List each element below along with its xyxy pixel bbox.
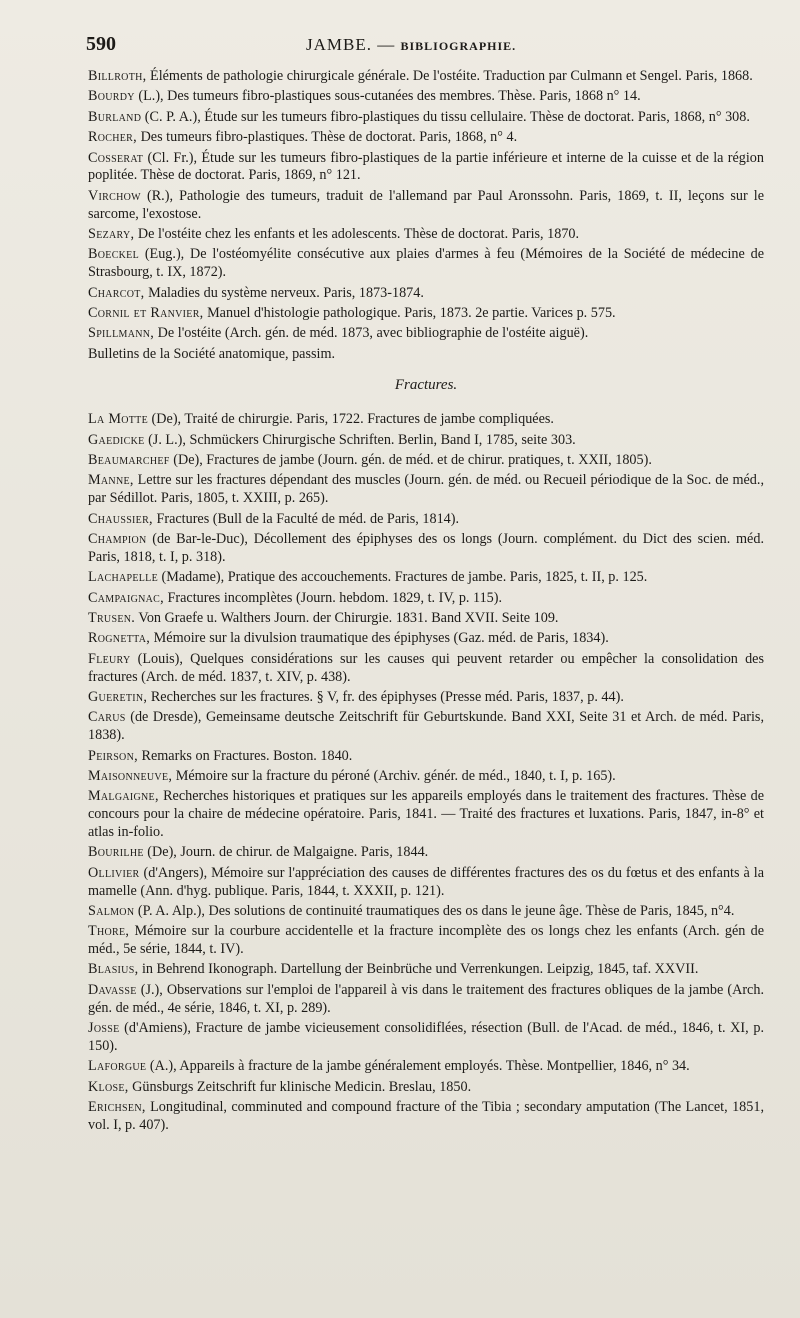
entry-text: (C. P. A.), Étude sur les tumeurs fibro-plastiques du tissu cellulaire. Thèse de doctorat. Paris, 1868, n° 308. — [141, 108, 750, 125]
bibliography-entry — [88, 246, 764, 282]
entry-author: Burland — [88, 108, 142, 125]
bibliography-entry — [88, 590, 764, 608]
entry-text: (A.), Appareils à fracture de la jambe généralement employés. Thèse. Montpellier, 1846, n° 34. — [146, 1058, 690, 1075]
entry-text: Des tumeurs fibro-plastiques. Thèse de doctorat. Paris, 1868, n° 4. — [137, 129, 518, 146]
entry-author: Champion — [88, 531, 147, 548]
running-title-dash: — — [377, 35, 396, 54]
entry-text: Bulletins de la Société anatomique, passim. — [88, 345, 336, 362]
bibliography-entry — [88, 748, 764, 766]
bibliography-entry — [88, 1079, 764, 1097]
bibliography-entry — [88, 709, 764, 745]
entry-text: (Madame), Pratique des accouchements. Fractures de jambe. Paris, 1825, t. II, p. 125. — [158, 569, 648, 586]
entry-text: Mémoire sur la courbure accidentelle et la fracture incomplète des os longs chez les enfants (Arch. gén de méd., 5e série, 1844, t. IV). — [88, 923, 764, 958]
bibliography-entry — [88, 150, 764, 186]
entry-text: (De), Journ. de chirur. de Malgaigne. Paris, 1844. — [143, 844, 429, 861]
entry-text: (Eug.), De l'ostéomyélite consécutive aux plaies d'armes à feu (Mémoires de la Société de médecine de Strasbourg, t. IX, 1872). — [88, 246, 764, 281]
entry-author: Spillmann, — [88, 325, 155, 342]
entry-author: Charcot, — [88, 284, 145, 301]
bibliography-entry — [88, 531, 764, 567]
bibliography-entry — [88, 432, 764, 450]
bibliography-entry — [88, 68, 764, 86]
bibliography-entry — [88, 903, 764, 921]
entry-text: (J. L.), Schmückers Chirurgische Schriften. Berlin, Band I, 1785, seite 303. — [144, 431, 576, 448]
bibliography-entry — [88, 1058, 764, 1076]
entry-text: Longitudinal, comminuted and compound fracture of the Tibia ; secondary amputation (The Lancet, 1851, vol. I, p. 407). — [88, 1099, 764, 1133]
bibliography — [88, 68, 764, 1137]
entry-text: Remarks on Fractures. Boston. 1840. — [137, 747, 353, 764]
bibliography-entry — [88, 865, 764, 901]
entry-author: Sezary, — [88, 225, 135, 242]
entry-text: Von Graefe u. Walthers Journ. der Chirurgie. 1831. Band XVII. Seite 109. — [135, 610, 559, 626]
bibliography-entry — [88, 1099, 764, 1135]
entry-author: Gaedicke — [88, 431, 145, 448]
entry-author: Manne, — [88, 472, 134, 489]
entry-text: (Louis), Quelques considérations sur les causes qui peuvent retarder ou empêcher la consolidation des fractures (Arch. de méd. 1837, t. XIV, p. 438). — [88, 650, 764, 685]
entry-text: (De), Fractures de jambe (Journ. gén. de méd. et de chirur. pratiques, t. XXII, 1805). — [169, 452, 652, 469]
entry-text: (Cl. Fr.), Étude sur les tumeurs fibro-plastiques de la partie inférieure et interne de la cuisse et de la région poplitée. Thèse de doctorat. Paris, 1869, n° 121. — [88, 149, 764, 184]
bibliography-entry — [88, 844, 764, 862]
entry-author: Chaussier, — [88, 510, 153, 527]
entry-text: (R.), Pathologie des tumeurs, traduit de l'allemand par Paul Aronssohn. Paris, 1869, t. II, leçons sur le sarcome, l'exostose. — [88, 187, 764, 222]
entry-author: Rognetta, — [88, 630, 151, 647]
bibliography-entry — [88, 109, 764, 127]
running-title-main: JAMBE. — [306, 35, 372, 54]
entry-author: Josse — [88, 1020, 120, 1037]
entry-text: Recherches historiques et pratiques sur les appareils employés dans le traitement des fractures. Thèse de concours pour la chaire de médecine opératoire. Paris, 1841. — Traité des fractures et luxations. Paris, 1847, in-8° et atlas in-folio. — [88, 788, 764, 840]
bibliography-entry — [88, 325, 764, 343]
bibliography-entry — [88, 788, 764, 841]
entry-author: Maisonneuve, — [88, 767, 173, 784]
entry-author: Boeckel — [88, 246, 140, 263]
entry-text: Lettre sur les fractures dépendant des muscles (Journ. gén. de méd. ou Recueil périodique de la Soc. de méd., par Sédillot. Paris, 1805, t. XXIII, p. 265). — [88, 472, 764, 507]
entry-author: Gueretin, — [88, 688, 148, 705]
entry-text: Fractures (Bull de la Faculté de méd. de Paris, 1814). — [152, 510, 460, 527]
bibliography-entry — [88, 768, 764, 786]
bibliography-entry — [88, 411, 764, 429]
bibliography-entry — [88, 630, 764, 648]
entry-author: Peirson, — [88, 747, 138, 764]
bibliography-entry — [88, 305, 764, 323]
running-title-sub: BIBLIOGRAPHIE. — [400, 39, 517, 53]
entry-text: (d'Amiens), Fracture de jambe vicieusement consolidiflées, résection (Bull. de l'Acad. de méd., 1846, t. XI, p. 150). — [88, 1020, 764, 1054]
bibliography-entry — [88, 226, 764, 244]
entry-text: in Behrend Ikonograph. Dartellung der Beinbrüche und Verrenkungen. Leipzig, 1845, taf. XXVII. — [138, 961, 699, 978]
entry-author: Rocher, — [88, 129, 138, 146]
entry-author: Thore, — [88, 923, 130, 940]
bibliography-entry — [88, 961, 764, 979]
entry-author: Davasse — [88, 981, 137, 998]
bibliography-section-fractures — [88, 411, 764, 1134]
entry-author: Malgaigne, — [88, 788, 159, 805]
bibliography-entry — [88, 689, 764, 707]
bibliography-entry — [88, 452, 764, 470]
entry-author: Salmon — [88, 902, 135, 919]
entry-author: Billroth, — [88, 68, 147, 84]
bibliography-entry — [88, 285, 764, 303]
entry-author: La Motte — [88, 411, 148, 428]
section-title-fractures: Fractures. — [394, 377, 458, 394]
entry-text: (De), Traité de chirurgie. Paris, 1722. Fractures de jambe compliquées. — [148, 411, 554, 428]
bibliography-entry — [88, 346, 764, 364]
entry-author: Lachapelle — [88, 569, 158, 586]
entry-text: Günsburgs Zeitschrift fur klinische Medicin. Breslau, 1850. — [128, 1078, 472, 1095]
entry-text: De l'ostéite (Arch. gén. de méd. 1873, avec bibliographie de l'ostéite aiguë). — [154, 325, 589, 342]
entry-text: (de Dresde), Gemeinsame deutsche Zeitschrift für Geburtskunde. Band XXI, Seite 31 et Arch. de méd. Paris, 1838). — [88, 709, 764, 744]
running-title — [306, 35, 516, 55]
entry-author: Fleury — [88, 650, 131, 667]
bibliography-entry — [88, 472, 764, 508]
entry-text: De l'ostéite chez les enfants et les adolescents. Thèse de doctorat. Paris, 1870. — [134, 225, 580, 242]
entry-author: Ollivier — [88, 864, 140, 881]
entry-text: Manuel d'histologie pathologique. Paris, 1873. 2e partie. Varices p. 575. — [203, 304, 616, 321]
entry-author: Blasius, — [88, 961, 139, 978]
entry-author: Laforgue — [88, 1058, 147, 1075]
bibliography-entry — [88, 511, 764, 529]
entry-text: (J.), Observations sur l'emploi de l'appareil à vis dans le traitement des fractures obliques de la jambe (Arch. gén. de méd., 4e série, 1846, t. XI, p. 289). — [88, 981, 764, 1016]
entry-text: Mémoire sur la fracture du péroné (Archiv. génér. de méd., 1840, t. I, p. 165). — [172, 767, 616, 784]
bibliography-entry — [88, 88, 764, 106]
entry-text: Fractures incomplètes (Journ. hebdom. 1829, t. IV, p. 115). — [163, 589, 503, 606]
entry-text: Recherches sur les fractures. § V, fr. des épiphyses (Presse méd. Paris, 1837, p. 44). — [147, 688, 624, 705]
bibliography-entry — [88, 188, 764, 224]
entry-author: Klose, — [88, 1078, 129, 1095]
page-number: 590 — [86, 33, 116, 55]
entry-author: Trusen. — [88, 610, 136, 626]
entry-text: Éléments de pathologie chirurgicale générale. De l'ostéite. Traduction par Culmann et Sengel. Paris, 1868. — [146, 68, 753, 84]
entry-author: Bourilhe — [88, 844, 144, 861]
entry-text: (de Bar-le-Duc), Décollement des épiphyses des os longs (Journ. complément. du Dict des scien. méd. Paris, 1818, t. I, p. 318). — [88, 531, 764, 565]
bibliography-entry — [88, 129, 764, 147]
bibliography-entry — [88, 923, 764, 959]
bibliography-entry — [88, 1020, 764, 1056]
entry-text: Maladies du système nerveux. Paris, 1873-1874. — [144, 284, 424, 301]
entry-author: Virchow — [88, 187, 141, 204]
entry-author: Erichsen, — [88, 1099, 146, 1116]
entry-author: Beaumarchef — [88, 452, 170, 469]
bibliography-entry — [88, 982, 764, 1018]
entry-text: (d'Angers), Mémoire sur l'appréciation des causes de différentes fractures des os du fœtus et des enfants à la mamelle (Ann. d'hyg. publique. Paris, 1844, t. XXXII, p. 121). — [88, 864, 764, 899]
entry-author: Carus — [88, 709, 126, 726]
entry-author: Cosserat — [88, 149, 144, 166]
bibliography-entry — [88, 610, 764, 628]
bibliography-section-general — [88, 68, 764, 363]
entry-text: Mémoire sur la divulsion traumatique des épiphyses (Gaz. méd. de Paris, 1834). — [150, 630, 609, 647]
entry-author: Cornil et Ranvier, — [88, 304, 204, 321]
entry-text: (P. A. Alp.), Des solutions de continuité traumatiques des os dans le jeune âge. Thèse de Paris, 1845, n°4. — [134, 902, 735, 919]
bibliography-entry — [88, 651, 764, 687]
entry-author: Bourdy — [88, 88, 135, 105]
entry-text: (L.), Des tumeurs fibro-plastiques sous-cutanées des membres. Thèse. Paris, 1868 n° 14. — [134, 88, 641, 105]
page-header — [86, 33, 766, 59]
entry-author: Campaignac, — [88, 589, 164, 606]
bibliography-entry — [88, 569, 764, 587]
